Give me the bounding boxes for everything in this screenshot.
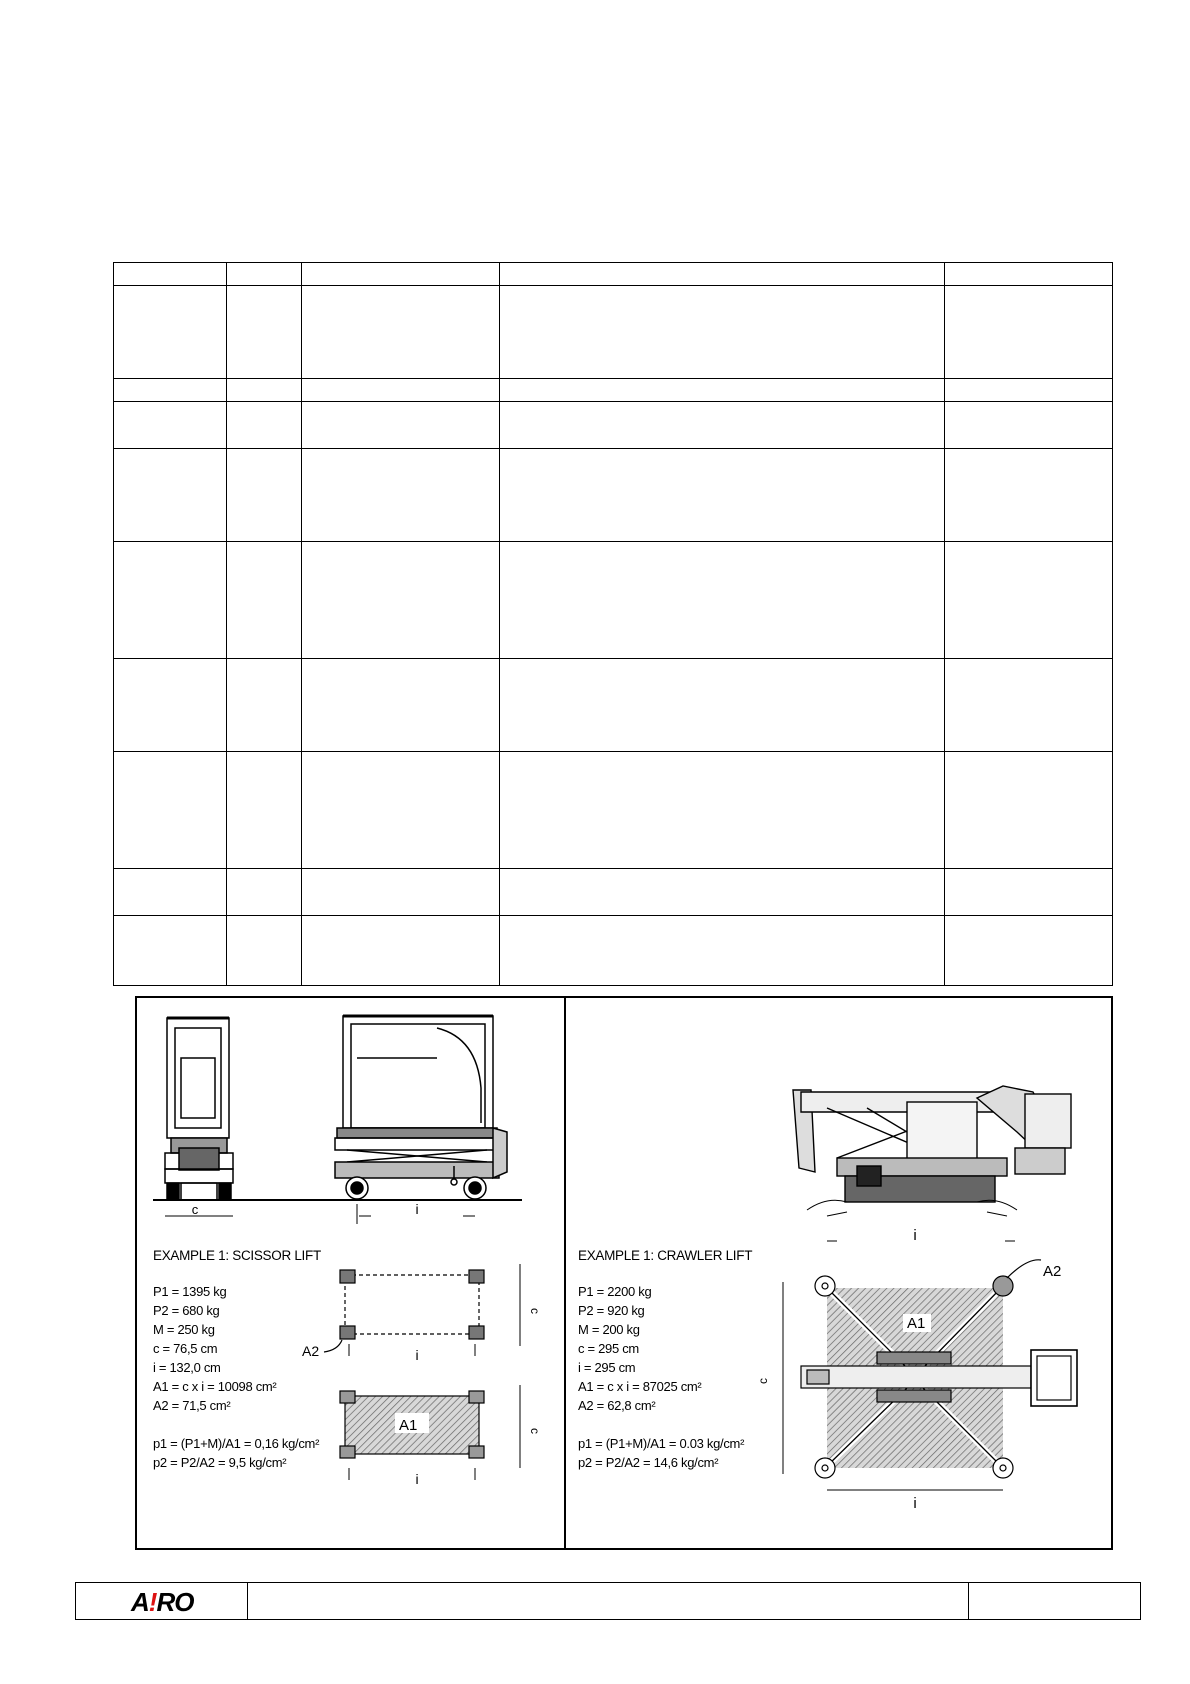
table-row [114,402,1113,449]
table-row [114,659,1113,752]
crawler-param-a2: A2 = 62,8 cm² [578,1398,656,1413]
scissor-example-title: EXAMPLE 1: SCISSOR LIFT [153,1248,321,1263]
table-row [114,286,1113,379]
scissor-side-view-drawing [335,1016,507,1199]
crawler-plan-c-label: c [756,1378,770,1384]
airo-logo [131,1587,193,1618]
crawler-param-a1: A1 = c x i = 87025 cm² [578,1379,702,1394]
crawler-param-p2: P2 = 920 kg [578,1303,645,1318]
table-row [114,379,1113,402]
scissor-plan-view-a2 [324,1264,520,1356]
scissor-plan-a1-c-label: c [528,1428,542,1434]
scissor-param-p1: P1 = 1395 kg [153,1284,227,1299]
crawler-a2-label: A2 [1043,1263,1062,1280]
crawler-param-p1: P1 = 2200 kg [578,1284,652,1299]
logo-part-a: A [131,1587,149,1617]
table-row [114,916,1113,986]
table-row [114,869,1113,916]
footer-logo-cell [76,1583,248,1619]
scissor-param-c: c = 76,5 cm [153,1341,218,1356]
scissor-plan-c-label: c [528,1308,542,1314]
crawler-result-p1: p1 = (P1+M)/A1 = 0.03 kg/cm² [578,1436,745,1451]
table-header-row [114,263,1113,286]
scissor-param-i: i = 132,0 cm [153,1360,221,1375]
scissor-a1-label: A1 [399,1417,418,1434]
crawler-dim-i-label: i [913,1227,917,1244]
scissor-result-p1: p1 = (P1+M)/A1 = 0,16 kg/cm² [153,1436,320,1451]
crawler-param-c: c = 295 cm [578,1341,639,1356]
footer-page-cell [968,1583,1140,1619]
scissor-param-a1: A1 = c x i = 10098 cm² [153,1379,277,1394]
logo-part-ro: RO [156,1587,194,1617]
crawler-side-view-drawing [793,1086,1071,1216]
table-row [114,542,1113,659]
scissor-plan-a1-i-label: i [415,1471,419,1487]
scissor-dim-i-label: i [415,1201,419,1217]
crawler-result-p2: p2 = P2/A2 = 14,6 kg/cm² [578,1455,719,1470]
crawler-example-title: EXAMPLE 1: CRAWLER LIFT [578,1248,753,1263]
ground-pressure-figure [135,996,1113,1550]
crawler-plan-i-label: i [913,1495,917,1512]
scissor-param-a2: A2 = 71,5 cm² [153,1398,231,1413]
table-row [114,752,1113,869]
scissor-dim-c-label: c [191,1202,199,1217]
specification-table [113,262,1113,986]
crawler-a1-label: A1 [907,1315,926,1332]
scissor-plan-view-a1 [340,1385,520,1480]
crawler-plan-view [783,1260,1077,1490]
scissor-dimension-lines [165,1204,475,1224]
page-footer [75,1582,1141,1620]
scissor-param-m: M = 250 kg [153,1322,215,1337]
scissor-result-p2: p2 = P2/A2 = 9,5 kg/cm² [153,1455,287,1470]
scissor-param-p2: P2 = 680 kg [153,1303,220,1318]
logo-part-bang: ! [148,1587,157,1617]
scissor-a2-label: A2 [302,1343,320,1359]
crawler-param-i: i = 295 cm [578,1360,636,1375]
crawler-param-m: M = 200 kg [578,1322,640,1337]
scissor-plan-i-label: i [415,1347,419,1363]
table-row [114,449,1113,542]
